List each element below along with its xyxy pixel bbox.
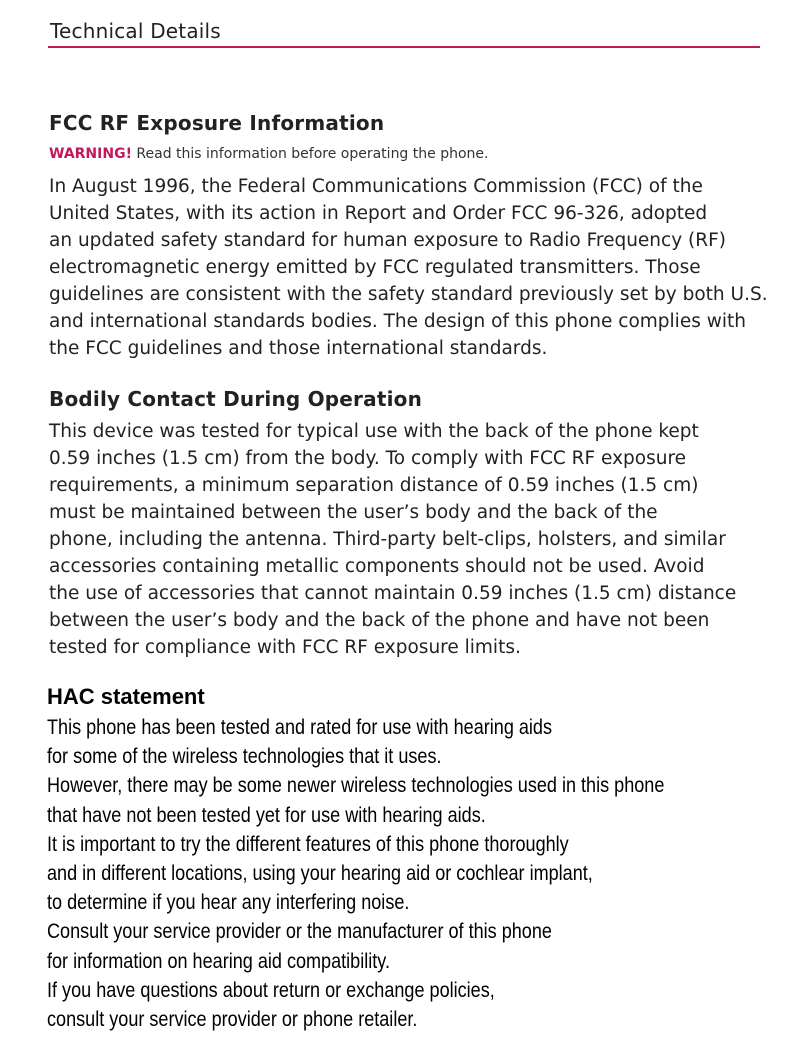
paragraph-line: and international standards bodies. The design of this phone complies with [49, 311, 746, 332]
paragraph-line: for some of the wireless technologies that it uses. [47, 745, 442, 769]
paragraph-line: the use of accessories that cannot maintain 0.59 inches (1.5 cm) distance [49, 583, 737, 604]
paragraph-line: must be maintained between the user’s body and the back of the [49, 502, 658, 523]
paragraph-line: tested for compliance with FCC RF exposure limits. [49, 637, 521, 658]
paragraph-line: This phone has been tested and rated for use with hearing aids [47, 716, 553, 739]
hac-heading: HAC statement [47, 684, 205, 709]
header-divider [48, 46, 760, 48]
warning-text: Read this information before operating the phone. [131, 146, 489, 162]
paragraph-line: for information on hearing aid compatibility. [47, 949, 390, 973]
hac-paragraph [47, 713, 683, 1034]
bodily-contact-paragraph [49, 418, 779, 661]
paragraph-line: consult your service provider or phone retailer. [47, 1008, 418, 1032]
paragraph-line: guidelines are consistent with the safety standard previously set by both U.S. [49, 284, 768, 305]
page-header-title: Technical Details [50, 19, 221, 43]
paragraph-line: between the user’s body and the back of the phone and have not been [49, 610, 710, 631]
paragraph-line: accessories containing metallic components should not be used. Avoid [49, 556, 705, 577]
paragraph-line: 0.59 inches (1.5 cm) from the body. To comply with FCC RF exposure [49, 448, 687, 469]
paragraph-line: United States, with its action in Report and Order FCC 96-326, adopted [49, 203, 708, 224]
paragraph-line: It is important to try the different features of this phone thoroughly [47, 832, 569, 856]
paragraph-line: phone, including the antenna. Third-party belt-clips, holsters, and similar [49, 529, 726, 550]
fcc-section-heading: FCC RF Exposure Information [49, 111, 385, 135]
warning-notice [49, 146, 488, 162]
warning-label: WARNING! [49, 146, 132, 162]
paragraph-line: If you have questions about return or exchange policies, [47, 978, 495, 1002]
paragraph-line: that have not been tested yet for use with hearing aids. [47, 803, 486, 827]
paragraph-line: This device was tested for typical use with the back of the phone kept [49, 421, 699, 442]
fcc-paragraph [49, 173, 779, 362]
paragraph-line: electromagnetic energy emitted by FCC regulated transmitters. Those [49, 257, 701, 278]
paragraph-line: Consult your service provider or the manufacturer of this phone [47, 920, 552, 944]
paragraph-line: In August 1996, the Federal Communications Commission (FCC) of the [49, 176, 703, 197]
paragraph-line: and in different locations, using your hearing aid or cochlear implant, [47, 862, 593, 886]
paragraph-line: However, there may be some newer wireless technologies used in this phone [47, 774, 665, 798]
paragraph-line: the FCC guidelines and those international standards. [49, 338, 548, 359]
paragraph-line: requirements, a minimum separation distance of 0.59 inches (1.5 cm) [49, 475, 699, 496]
paragraph-line: an updated safety standard for human exposure to Radio Frequency (RF) [49, 230, 726, 251]
paragraph-line: to determine if you hear any interfering noise. [47, 891, 410, 915]
bodily-contact-heading: Bodily Contact During Operation [49, 387, 423, 411]
